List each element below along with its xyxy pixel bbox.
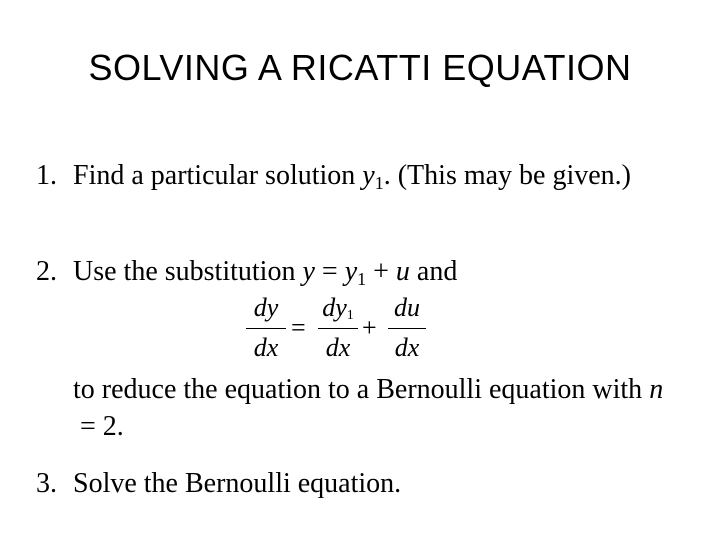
variable-y: y bbox=[302, 256, 315, 287]
subscript-1: 1 bbox=[374, 173, 384, 193]
step-text-before: Find a particular solution bbox=[73, 160, 363, 191]
variable-n: n bbox=[649, 374, 664, 405]
list-item-step-1 bbox=[36, 160, 696, 192]
subscript-1: 1 bbox=[346, 308, 354, 323]
n-value: = 2. bbox=[73, 411, 124, 442]
variable-y1: y bbox=[344, 256, 358, 287]
step-number: 1. bbox=[36, 160, 57, 191]
fraction-numerator: du bbox=[394, 293, 420, 322]
plus-sign: + bbox=[366, 256, 396, 287]
substitution-expression bbox=[302, 256, 409, 287]
step-number: 2. bbox=[36, 256, 57, 287]
fraction-denominator: dx bbox=[394, 333, 420, 362]
fraction-dy1-dx bbox=[318, 292, 358, 364]
fraction-dy-dx bbox=[246, 292, 286, 364]
fraction-denominator: dx bbox=[325, 333, 351, 362]
step-2-continuation bbox=[73, 371, 693, 445]
equals-sign: = bbox=[314, 256, 345, 287]
fraction-numerator bbox=[318, 292, 358, 324]
plus-sign: + bbox=[362, 313, 377, 342]
fraction-bar bbox=[318, 328, 358, 329]
variable-u: u bbox=[395, 256, 410, 287]
step-text bbox=[73, 160, 696, 192]
fraction-bar bbox=[388, 328, 426, 329]
step-number: 3. bbox=[36, 468, 57, 499]
step-text-after: . (This may be given.) bbox=[383, 160, 632, 191]
step-text-lead: Use the substitution bbox=[73, 256, 303, 287]
list-item-step-2 bbox=[36, 256, 696, 288]
list-item-step-3 bbox=[36, 468, 696, 500]
fraction-denominator: dx bbox=[253, 333, 279, 362]
step-text-and: and bbox=[409, 256, 458, 287]
numerator-text: dy bbox=[322, 293, 347, 322]
continuation-text: to reduce the equation to a Bernoulli equation with bbox=[73, 374, 650, 405]
fraction-du-dx bbox=[388, 292, 426, 364]
slide-title: SOLVING A RICATTI EQUATION bbox=[88, 47, 632, 88]
step-text bbox=[73, 256, 696, 288]
subscript-1: 1 bbox=[357, 269, 367, 289]
equals-sign: = bbox=[291, 313, 306, 342]
fraction-bar bbox=[246, 328, 286, 329]
fraction-numerator: dy bbox=[253, 293, 279, 322]
derivative-equation bbox=[246, 292, 436, 364]
step-text: Solve the Bernoulli equation. bbox=[73, 468, 402, 499]
variable-y: y bbox=[362, 160, 375, 191]
